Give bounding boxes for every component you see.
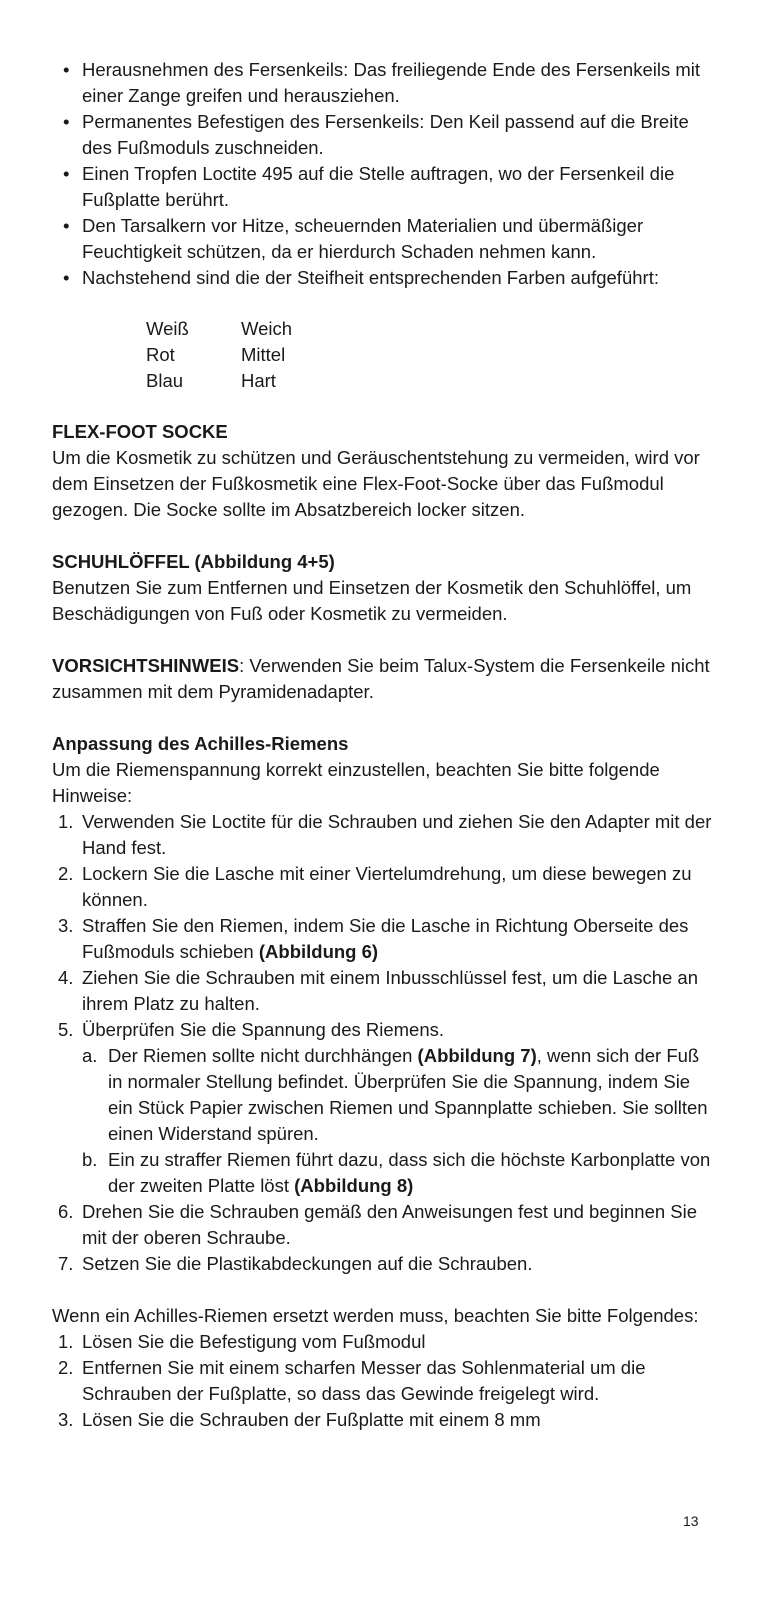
caution-section bbox=[52, 653, 712, 705]
section-heading: SCHUHLÖFFEL (Abbildung 4+5) bbox=[52, 551, 335, 572]
step-number: 1. bbox=[58, 811, 74, 832]
step-text: Ziehen Sie die Schrauben mit einem Inbusschlüssel fest, um die Lasche an ihrem Platz zu halten. bbox=[82, 967, 698, 1014]
list-item bbox=[52, 1251, 712, 1277]
list-item: • Einen Tropfen Loctite 495 auf die Stelle auftragen, wo der Fersenkeil die Fußplatte berührt. bbox=[52, 161, 712, 213]
figure-reference: (Abbildung 6) bbox=[258, 941, 379, 962]
step-letter: b. bbox=[82, 1149, 98, 1170]
page-number: 13 bbox=[683, 1513, 699, 1529]
step-text: , wenn sich der Fuß in normaler Stellung befindet. Überprüfen Sie die Spannung, indem Sie ein Stück Papier zwischen Riemen und Spannplatte schieben. Sie sollten einen Widerstand spüren. bbox=[108, 1045, 708, 1144]
color-cell: Weiß bbox=[146, 318, 189, 339]
sub-steps bbox=[82, 1043, 712, 1199]
step-number: 6. bbox=[58, 1201, 74, 1222]
step-text: Setzen Sie die Plastikabdeckungen auf die Schrauben. bbox=[82, 1253, 533, 1274]
figure-reference: (Abbildung 7) bbox=[417, 1045, 537, 1066]
step-number: 4. bbox=[58, 967, 74, 988]
step-text: Entfernen Sie mit einem scharfen Messer das Sohlenmaterial um die Schrauben der Fußplatte, so dass das Gewinde freigelegt wird. bbox=[82, 1357, 646, 1404]
replacement-steps bbox=[52, 1329, 712, 1433]
replacement-section bbox=[52, 1303, 712, 1433]
adjustment-steps bbox=[52, 809, 712, 1277]
table-row bbox=[146, 316, 292, 342]
list-item bbox=[52, 1355, 712, 1407]
stiffness-cell: Hart bbox=[241, 370, 276, 391]
caution-label: VORSICHTSHINWEIS bbox=[52, 655, 240, 676]
caution-note bbox=[52, 653, 712, 705]
stiffness-color-table bbox=[146, 316, 292, 394]
section-heading: FLEX-FOOT SOCKE bbox=[52, 421, 228, 442]
list-item bbox=[52, 861, 712, 913]
list-item: • Herausnehmen des Fersenkeils: Das freiliegende Ende des Fersenkeils mit einer Zange greifen und herausziehen. bbox=[52, 57, 712, 109]
section-intro: Wenn ein Achilles-Riemen ersetzt werden muss, beachten Sie bitte Folgendes: bbox=[52, 1305, 699, 1326]
flexfoot-section bbox=[52, 419, 712, 523]
list-item bbox=[52, 913, 712, 965]
step-number: 3. bbox=[58, 915, 74, 936]
achilles-section bbox=[52, 731, 712, 1277]
list-item bbox=[82, 1043, 712, 1147]
color-cell: Blau bbox=[146, 370, 184, 391]
list-item bbox=[52, 1407, 712, 1433]
list-item: • Den Tarsalkern vor Hitze, scheuernden Materialien und übermäßiger Feuchtigkeit schützen, da er hierdurch Schaden nehmen kann. bbox=[52, 213, 712, 265]
step-number: 2. bbox=[58, 863, 74, 884]
section-heading: Anpassung des Achilles-Riemens bbox=[52, 733, 349, 754]
bullet-list bbox=[52, 57, 712, 291]
caution-text: : Verwenden Sie beim Talux-System die Fersenkeile nicht zusammen mit dem Pyramidenadapter. bbox=[52, 655, 710, 702]
shoehorn-section bbox=[52, 549, 712, 627]
list-item: • Nachstehend sind die der Steifheit entsprechenden Farben aufgeführt: bbox=[52, 265, 712, 291]
table-row bbox=[146, 368, 292, 394]
stiffness-cell: Mittel bbox=[241, 344, 286, 365]
list-item bbox=[52, 1329, 712, 1355]
step-text: Lösen Sie die Befestigung vom Fußmodul bbox=[82, 1331, 426, 1352]
step-text: Drehen Sie die Schrauben gemäß den Anweisungen fest und beginnen Sie mit der oberen Schraube. bbox=[82, 1201, 698, 1248]
list-item bbox=[52, 965, 712, 1017]
list-item: • Permanentes Befestigen des Fersenkeils: Den Keil passend auf die Breite des Fußmoduls zuschneiden. bbox=[52, 109, 712, 161]
step-number: 1. bbox=[58, 1331, 74, 1352]
step-text: Verwenden Sie Loctite für die Schrauben und ziehen Sie den Adapter mit der Hand fest. bbox=[82, 811, 712, 858]
list-item bbox=[52, 1199, 712, 1251]
step-letter: a. bbox=[82, 1045, 98, 1066]
stiffness-cell: Weich bbox=[241, 318, 293, 339]
figure-reference: (Abbildung 8) bbox=[294, 1175, 414, 1196]
section-text: Um die Kosmetik zu schützen und Geräuschentstehung zu vermeiden, wird vor dem Einsetzen der Fußkosmetik eine Flex-Foot-Socke über das Fußmodul gezogen. Die Socke sollte im Absatzbereich locker sitzen. bbox=[52, 447, 700, 520]
step-number: 3. bbox=[58, 1409, 74, 1430]
step-text: Lockern Sie die Lasche mit einer Viertelumdrehung, um diese bewegen zu können. bbox=[82, 863, 692, 910]
list-item bbox=[52, 809, 712, 861]
step-number: 7. bbox=[58, 1253, 74, 1274]
section-text: Benutzen Sie zum Entfernen und Einsetzen der Kosmetik den Schuhlöffel, um Beschädigungen von Fuß oder Kosmetik zu vermeiden. bbox=[52, 577, 692, 624]
table-row bbox=[146, 342, 292, 368]
color-cell: Rot bbox=[146, 344, 175, 365]
step-text: Ein zu straffer Riemen führt dazu, dass sich die höchste Karbonplatte von der zweiten Platte löst bbox=[108, 1149, 711, 1196]
page-content bbox=[52, 57, 712, 1433]
step-text: Der Riemen sollte nicht durchhängen bbox=[108, 1045, 418, 1066]
section-intro: Um die Riemenspannung korrekt einzustellen, beachten Sie bitte folgende Hinweise: bbox=[52, 759, 660, 806]
step-text: Lösen Sie die Schrauben der Fußplatte mit einem 8 mm bbox=[82, 1409, 541, 1430]
step-text: Straffen Sie den Riemen, indem Sie die Lasche in Richtung Oberseite des Fußmoduls schieben bbox=[82, 915, 689, 962]
step-number: 5. bbox=[58, 1019, 74, 1040]
step-number: 2. bbox=[58, 1357, 74, 1378]
list-item bbox=[52, 1017, 712, 1199]
step-text: Überprüfen Sie die Spannung des Riemens. bbox=[82, 1019, 445, 1040]
list-item bbox=[82, 1147, 712, 1199]
